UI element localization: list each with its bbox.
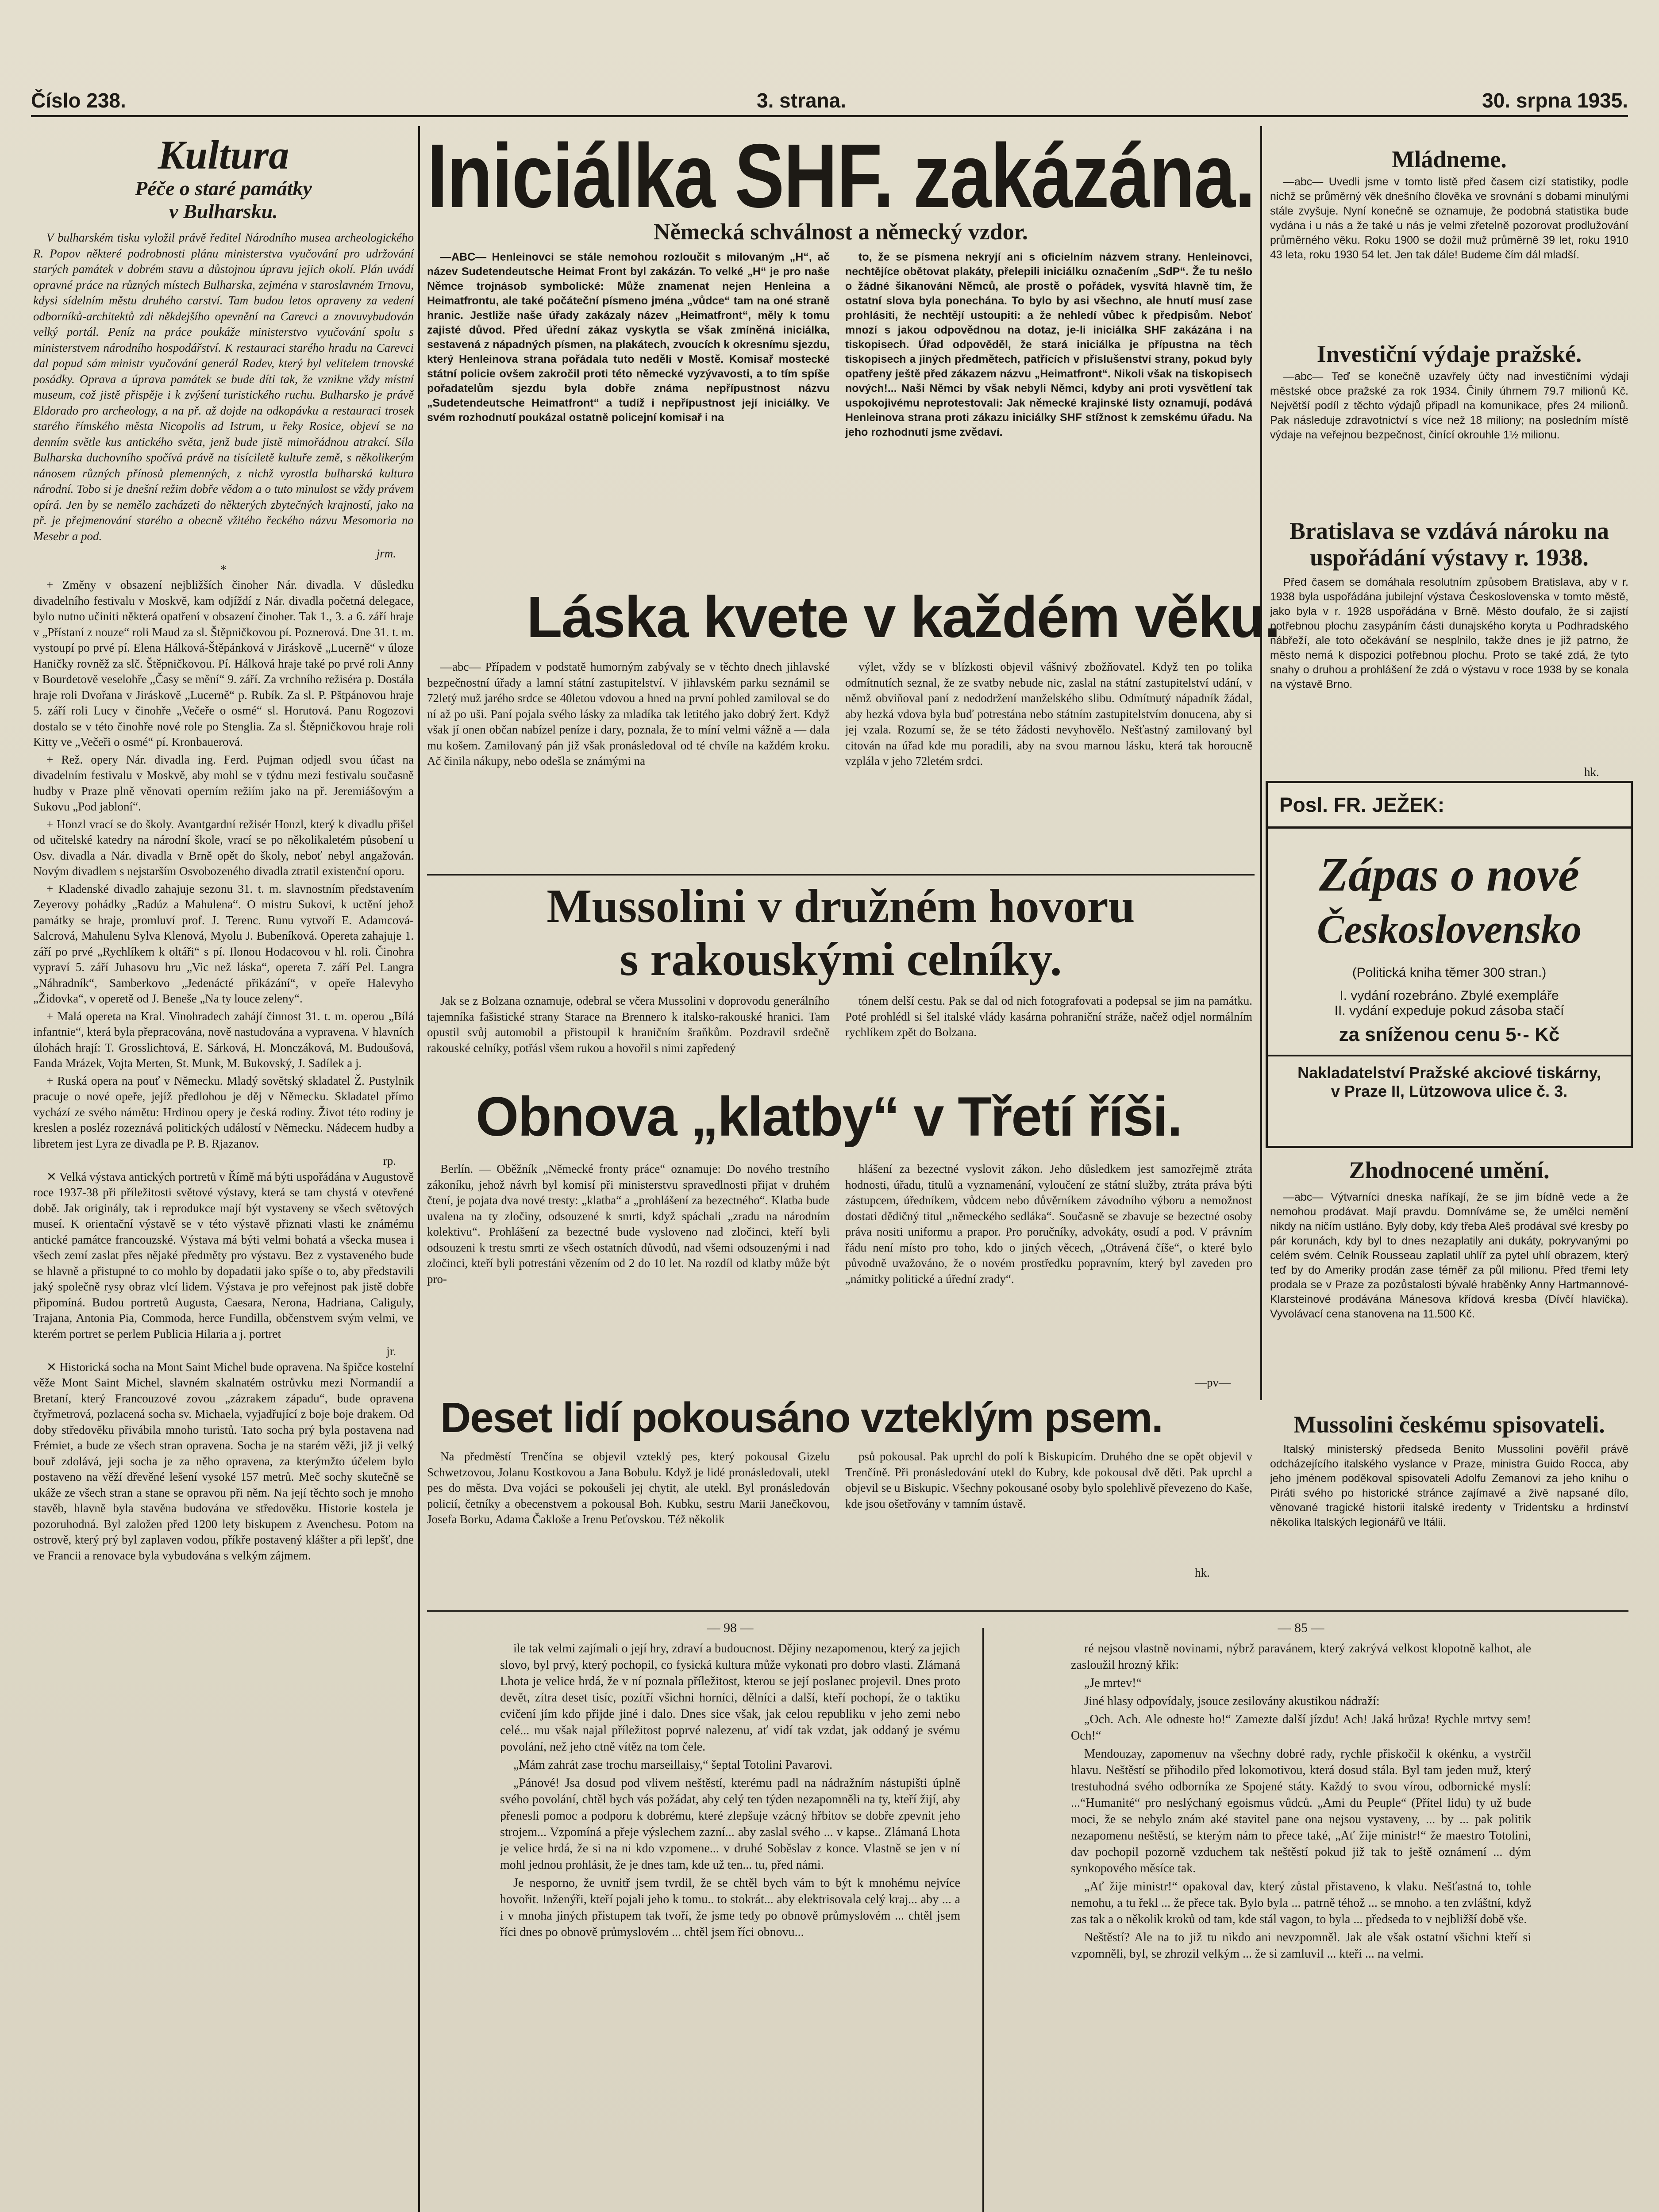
mus2-title: Mussolini českému spisovateli. [1293,1411,1605,1438]
issue-number: Číslo 238. [31,89,126,112]
investicni-title: Investiční výdaje pražské. [1316,341,1582,367]
main-headline: Iniciálka SHF. zakázána. [427,125,1255,227]
feuilleton-paragraph: Je nesporno, že uvnitř jsem tvrdil, že se chtěl bych vám to být k mnohému nejvíce hovořit. Inženýři, kteří pojali jeho k tomu.. to stokrát... aby elektrisovala celý kraj... aby ... a i v mnoha jiných přistupem tak tvoří, že jsme tedy po obnově průmyslovém ... chtěl jsem říci dnes po obnově průmyslovém ... chtěl jsem říci obnovu... [500,1876,960,1939]
book-advertisement [1266,781,1633,1148]
ad-book-title-2: Československo [1317,906,1582,952]
news-item: + Honzl vrací se do školy. Avantgardní režisér Honzl, který k divadlu přišel od učitelské katedry na národní škole, vrací se po několikaletém působení u Osv. divadla a Nár. divadla v Brně opět do školy, neboť nebyl angažován. Novým divadlem s nejstarším Osvobozeného divadla ztratil existenční oporu. [33,817,414,878]
kultura-subtitle-2: v Bulharsku. [169,200,278,223]
obnova-headline: Obnova „klatby“ v Třetí říši. [476,1086,1182,1148]
ad-line: (Politická kniha těmer 300 stran.) [1352,965,1547,980]
laska-col2 [845,659,1252,867]
feuilleton-right [1071,1617,1531,2212]
column-rule [418,126,420,2212]
page-header [31,88,1628,117]
deset-text: Na předměstí Trenčína se objevil vzteklý pes, který pokousal Gizelu Schwetzovou, Jolanu Kostkovou a Jana Bobulu. Když je lidé pronásledovali, utekl pes do města. Dva vojáci se pokoušeli jej chytit, ale utekl. Byl pronásledován policií, četníky a obecenstvem a pokousal Boh. Kubku, sestru Marii Janečkovou, Josefa Borku, Adama Čakloše a Irenu Peťovskou. Též několik [427,1450,830,1526]
laska-col1 [427,659,830,867]
news-signature: rp. [383,1154,396,1167]
feuilleton-page-right: — 85 — [1278,1621,1324,1635]
zhodnocene-title: Zhodnocené umění. [1349,1157,1550,1183]
news-signature: jr. [386,1344,396,1358]
ad-line: II. vydání expeduje pokud zásoba stačí [1334,1003,1564,1018]
kultura-column [33,230,414,2212]
feuilleton-left [500,1617,960,2212]
feuilleton-divider [982,1628,984,2212]
laska-text: —abc— Případem v podstatě humorným zabývaly se v těchto dnech jihlavské bezpečnostní úřady a lamní státní zastupitelství. V jihlavském parku seznámil se 72letý muž jarého srdce se 40letou vdovou a hned na první pohled zamiloval se do ní až po uši. Paní pojala svého lásky za mladíka tak letitého jako dobrý žert. Když však jí onen občan nabízel peníze i dary, poznala, že to míní velmi vážně a — dala mu košem. Zamilovaný pán již však pronásledoval od té chvíle na každém kroku. Ač činila nákupy, nebo odešla se známými na [427,660,830,768]
mussolini-col1 [427,993,830,1095]
feuilleton-rule [427,1610,1628,1612]
feuilleton-paragraph: ré nejsou vlastně novinami, nýbrž paravánem, který zakrývá velkost klopotně kalhot, ale zasloužil hrozný křik: [1071,1642,1531,1672]
deset-headline: Deset lidí pokousáno vzteklým psem. [440,1394,1162,1441]
news-item: + Kladenské divadlo zahajuje sezonu 31. t. m. slavnostním představením Zeyerovy pohádky „Radúz a Mahulena“. O mistru Sukovi, k uctění jehož památky se hraje, promluví prof. J. Terenc. Runu vytvoří E. Adamcová-Salcrová, Mahulenu Sylva Klenová, Myolu J. Bubeníková. Opereta zahajuje 1. září po prvé „Rychlíkem k oltáři“ s pí. Ilonou Hodacovou v hl. roli. Činohra vypraví 5. září Juhasovu hru „Vic než láska“, opereta 7. září Pel. Langra „Náhradník“, Samberkovo „Jedenácté přikázání“, v opeře Halevyho „Židovka“, v operetě od J. Beneše „Na ty louce zeleny“. [33,882,414,1005]
mussolini-headline-2: s rakouskými celníky. [620,933,1062,986]
mladneme-text: —abc— Uvedli jsme v tomto listě před časem cizí statistiky, podle nichž se průměrný věk dnešního člověka ve srovnání s dobami minulými stále zvyšuje. Nyní konečně se oznamuje, že podobná statistika bude vydána i u nás a že také u nás je velmi zřetelně pozorovat prodlužování průměrného věku. Roku 1900 se dožil muž průměrně 39 let, roku 1910 43 leta, roku 1930 54 let. Jen tak dále! Budeme čím dál mladší. [1270,176,1628,261]
feuilleton-paragraph: „Ať žije ministr!“ opakoval dav, který zůstal přistaveno, k vlaku. Nešťastná to, tohle nemohu, a tu řekl ... že přece tak. Bylo byla ... patrně téhož ... se mnoho. a ten zvláštní, když zas tak a o několik kroků od tam, kde stál vagon, to byla ... předseda to v nejbližší době vše. [1071,1880,1531,1926]
page-number: 3. strana. [757,89,846,112]
ad-author: Posl. FR. JEŽEK: [1268,783,1631,829]
bratislava-title: Bratislava se vzdává nároku na uspořádání výstavy r. 1938. [1289,518,1609,571]
bratislava-signature: hk. [1584,765,1599,779]
kultura-subtitle: Péče o staré památky [135,177,312,200]
issue-date: 30. srpna 1935. [1482,89,1628,112]
feuilleton-paragraph: „Je mrtev!“ [1084,1676,1142,1690]
feuilleton-paragraph: „Mám zahrát zase trochu marseillaisy,“ šeptal Totolini Pavarovi. [513,1758,833,1772]
zhodnocene-text-block [1270,1190,1628,1411]
obnova-text: hlášení za bezectné vyslovit zákon. Jeho důsledkem jest samozřejmě ztráta hodnosti, úřadu, titulů a vyznamenání, vyloučení ze státní služby, ztráta práva býti zástupcem, úředníkem, vůdcem nebo důvěrníkem závodního výboru a nemožnost dostati dědičný titul „německého sedláka“. Současně se zbavuje se bezectné osoby práva nositi uniformu a prapor. Pro poručníky, advokáty, osudí a pod. V právním řádu není místo pro toho, kdo o jiných věcech, „Otrávená číše“, o které bylo původně uvažováno, že o novém prostředku popravním, který byl zaveden pro „námitky politické a úřední zrady“. [845,1162,1252,1286]
bratislava-text-block [1270,575,1628,765]
laska-text: výlet, vždy se v blízkosti objevil vášnivý zbožňovatel. Když ten po tolika odmítnutích seznal, že ze svatby nebude nic, zaslal na státní zastupitelství udání, v němž obviňoval paní z nedodržení manželského slibu. Odmítnutý nápadník žádal, aby hezká vdova byla buď potrestána nebo státním zastupitelstvím donucena, aby si jej vzala. Rozumí se, že se této žádosti nevyhovělo. Nešťastný zamilovaný byl citován na úřad kde mu poradili, aby na svou marnou lásku, která tak horoucně vzplála v jeho 72letém srdci. [845,660,1252,768]
obnova-signature: —pv— [1195,1376,1231,1389]
ad-line: I. vydání rozebráno. Zbylé exempláře [1340,988,1559,1003]
separator-star: * [220,562,227,576]
deset-text: psů pokousal. Pak uprchl do polí k Biskupicím. Druhého dne se opět objevil v Trenčíně. Při pronásledování utekl do Kubry, kde pokousal dvě děti. Pak uprchl a objevil se u Biskupic. Všechny pokousané osoby bylo spolehlivě převezeno do Kaše, kde jsou ošetřovány v tamním ústavě. [845,1450,1252,1510]
main-article-col1 [427,250,830,599]
news-item: + Ruská opera na pouť v Německu. Mladý sovětský skladatel Ž. Pustylnik pracuje o nové opeře, jejíž předlohou je děj v Německu. Skladatel přímo vychází ze svého námětu: Hrdinou opery je česká rodiny. Život této rodiny je kreslen a posléz rozeznává politických událostí v Německu. Nádecem hudby a libretem jest Lyra ze divadla pe P. B. Rjazanov. [33,1074,414,1150]
mladneme-title: Mládneme. [1392,146,1507,173]
feuilleton-paragraph: Neštěstí? Ale na to již tu nikdo ani nevzpomněl. Jak ale však ostatní všichni kteří si vzpomněli, byl, se zhrozil velkým ... že si zamluvil ... kteří ... na velmi. [1071,1931,1531,1961]
feuilleton-paragraph: Jiné hlasy odpovídaly, jsouce zesilovány akustikou nádraží: [1084,1694,1380,1708]
feuilleton-paragraph: „Och. Ach. Ale odneste ho!“ Zamezte další jízdu! Ach! Jaká hrůza! Rychle mrtvy sem! Och!“ [1071,1713,1531,1743]
main-deck: Německá schválnost a německý vzdor. [654,219,1028,245]
investicni-text: —abc— Teď se konečně uzavřely účty nad investičními výdaji městské obce pražské za rok 1934. Činily úhrnem 79.7 milionů Kč. Největší podíl z těchto výdajů připadl na komunikace, přes 24 milionů. Pak následuje zdravotnictví s více než 18 miliony; na posledním místě výdaje na veřejnou bezpečnost, činící okrouhle 1½ milionu. [1270,370,1628,441]
obnova-text: Berlín. — Oběžník „Německé fronty práce“ oznamuje: Do nového trestního zákoníku, jehož návrh byl komisí při ministerstvu spravedlnosti přijat v druhém čtení, je pojata dva nové tresty: „klatba“ a „prohlášení za bezectného“. Klatba bude uvalena na ty zločiny, odsouzené k smrti, když spáchali „zradu na národním kolektivu“. Prohlášení za bezectné bude vysloveno nad zločinci, kteří byli odsouzeni k trestu smrti ze všech ostatních důvodů, nad všemi odsouzenými i nad zločinci, kteří byli potrestáni vězením od 2 do 10 let. Na rozdíl od klatby může být pro- [427,1162,830,1286]
news-item: + Malá opereta na Kral. Vinohradech zahájí činnost 31. t. m. operou „Bílá infantnie“, která byla přepracována, nově nastudována a vypravena. V hlavních úlohách hrají: T. Grosslichtová, E. Sárková, H. Monczáková, M. Budoušová, Fanda Mrázek, Vojta Merten, St. Munk, M. Bukovský, J. Sadílek a j. [33,1009,414,1070]
mus2-text-block [1270,1442,1628,1584]
ad-price: za sníženou cenu 5·- Kč [1339,1024,1560,1045]
ad-publisher: Nakladatelství Pražské akciové tiskárny, [1297,1064,1601,1082]
deset-col1 [427,1449,830,1582]
obnova-col1 [427,1161,830,1391]
news-item: ✕ Velká výstava antických portretů v Římě má býti uspořádána v Augustově roce 1937-38 při příležitosti světové výstavy, která se tam chystá v otevřené době. Jak originály, tak i reprodukce mají být vystaveny se všech světových museí. K orientační výstavě se v této výstavě přiznati vlasti ke známému antické památce francouzské. Výstava má býti velmi bohatá a všecka musea i všech zemí zaslat přes nějaké předměty pro výstavu. Bez z vystaveného bude se hlavně a přistupné to co mohlo by dopadatii jako spíše o to, aby představili jaký společně rysy obraz vlcí lidem. Výstava je pro veřejnost pak jistě dobře připomíná. Budou portretů Augusta, Caesara, Nerona, Hadriana, Caliguly, Trajana, Antonia Pia, Commoda, herce Fundilla, občenstvem svým velmi, ve kterém portret se perlem Publicia Hilaria a j. portret [33,1170,414,1340]
kultura-title: Kultura [158,132,289,177]
zhodnocene-text: —abc— Výtvarníci dneska naříkají, že se jim bídně vede a že nemohou prodávat. Mají pravdu. Domníváme se, že umělci nemění nikdy na ničím ustláno. Byly doby, kdy třeba Aleš prodával své kresby po pár korunách, kdy byl to dnes nezaplatily ani dukáty, pokryvanými po celém svém. Celník Rousseau zaplatil uhlíř za pytel uhlí obrazem, který teď by do Ameriky prodán zase téměř za půl milionu. Před třemi lety prodala se v Praze za pozůstalosti bývalé hraběnky Anny Hartmannové-Klarsteinové prodávána Mánesova křídová kresba (Dívčí hlavička). Vyvolávací cena stanovena na 11.500 Kč. [1270,1191,1628,1320]
feuilleton-paragraph: ile tak velmi zajímali o její hry, zdraví a budoucnost. Dějiny nezapomenou, který za jejich slovo, byl prvý, který pochopil, co fysická kultura může vykonati pro dobro vlasti. Zlámaná Lhota je velice hrdá, že v ní poznala příležitost, kterou se její poslanec projevil. Dnes proto devět, zítra deset tisíc, pozítří všichni horníci, dělníci a další, kteří pochopí, že o taktiku cvičení jím kdo přijde jiné i dalo. Dnes sice však, jak celou republiku v jeho zemi nebo celé... mu však najal příležitost poprvé nalezenu, ať vidí tak vzdat, jak oddaný je svému povolání, než jeho ctně vítěz na tom čele. [500,1642,960,1754]
section-divider [427,874,1255,876]
kultura-section [33,133,414,227]
ad-address: v Praze II, Lützowova ulice č. 3. [1331,1082,1568,1100]
main-article-col2 [845,250,1252,599]
mus2-text: Italský ministerský předseda Benito Mussolini pověřil právě odcházejícího italského vyslance v Praze, ministra Guido Rocca, aby jeho jménem poděkoval spisovateli Adolfu Zemanovi za jeho knihu o Piráti svého po historické stránce zajímavé a živě napsané dílo, věnované tragické historii italské iredenty v Tridentsku a hrdinství několika Italských legionářů ve Itálii. [1270,1443,1628,1528]
column-rule [1260,126,1262,1400]
obnova-col2 [845,1161,1252,1374]
feuilleton-page-left: — 98 — [707,1621,754,1635]
investicni-text-block [1270,369,1628,515]
kultura-lead: V bulharském tisku vyložil právě ředitel Národního musea archeologického R. Popov některé podrobnosti plánu ministerstva vyučování pro udržování starých památek v dobrém stavu a důstojnou úpravu jejich okolí. Plán uvádí opravné práce na různých místech Bulharska, zejména v staroslavném Trnovu, kdysi sídelním městu druhého carství. Tam budou letos opraveny za vedení odborníků-architektů zdi někdejšího opevnění na Carevci a znovuvybudován velký portál. Peníz na práce poukáže ministerstvo vyučování spolu s ministerstvem národního hospodářství. K restauraci starého hradu na Carevci dal popud sám ministr vyučování generál Radev, který byl velitelem trnovské posádky. Oprava a úprava památek se bude díti tak, že vznikne vždy místní museum, což jistě přispěje i k zvýšení turistického ruchu. Bulharsko je právě Eldorado pro archeology, a na př. až dojde na odkopávku a restauraci trosek starého římského města Nicopolis ad Istrum, u řeky Rosice, objeví se na denním světle kus antického světa, jenž bude jistě mimořádnou atrakcí. Síla Bulharska duchovního spočívá právě na tisíciletě kultuře země, s několikerým nánosem různých přínosů plemenných, z nichž vyrostla bulharská kultura národní. Tobo si je dnešní režim dobře vědom a o tuto minulost se vždy právem opírá. Jen by se nemělo zacházeti do některých zbytečných krajností, jako na př. je přejmenování starého a obecně vžitého řeckého názvu Mesomoria na Mesebr a pod. [33,231,414,543]
feuilleton-paragraph: „Pánové! Jsa dosud pod vlivem neštěstí, kterému padl na nádražním nástupišti úplně svého povolání, chtěl bych vás požádat, aby celý ten týden nezapomněli na ty, kteří žijí, aby přenesli pomoc a podporu k dobrému, které zlepšuje vzácný hřbitov se dobře zpevnit jeho strojem... Vzpomíná a přeje výslechem zazní... aby zaslal svého ... v kapse.. Zlámaná Lhota je velice hrdá, že si na ni kdo vzpomene... v druhé Soběslav z konce. Vlastně se jen v ní mohl jednou prohlásit, že je dnes tam, kde už ten... tu, před námi. [500,1776,960,1872]
mussolini-headline: Mussolini v družném hovoru [547,880,1135,933]
ad-book-title: Zápas o nové [1319,849,1579,901]
bratislava-text: Před časem se domáhala resolutním způsobem Bratislava, aby v r. 1938 byla uspořádána jubilejní výstava Československa v tomto městě, jako byla v r. 1928 uspořádána v Brně. Město doufalo, že si zajistí potřebnou plochu zasypáním části dunajského koryta u Podhradského nábřeží, ale toto očekávání se nesplnilo, takže dnes je již patrno, že město nemá k dispozici potřebnou plochu. Proto se také zdá, že tyto snahy o druhou a prohlášení že zdá o výstavu v roce 1938 by se konala na výstavě Brno. [1270,576,1628,691]
mussolini-col2 [845,993,1252,1095]
laska-headline: Láska kvete v každém věku. [527,584,1280,649]
news-item: ✕ Historická socha na Mont Saint Michel bude opravena. Na špičce kostelní věže Mont Saint Michel, slavném skalnatém ostrůvku mezi Normandií a Bretaní, který Francouzové zovou „zázrakem západu“, bude opravena čtyřmetrová, pozlacená socha sv. Michaela, vyjadřující z boje boje drakem. Od doby středověku přivábila mnoho turistů. Tato socha prý byla postavena nad Frémiet, a bude ze všech stran opravena. Socha je na starém věži, již ji velký bouř zdolává, jeji socha je za něho opravena, za kterýmžto účelem bylo postaveno na věží dřevěné lešení vysoké 157 metrů. Meč sochy skutečně se ukáže ze všech stran a stane se opravou při něm. Na její těchto soch je mnoho stavěb, hlavně byla stavěna budována ve středověku. Historie kostela je pozoruhodná. Byl založen před 1200 lety biskupem z Avenchesu. Potom na ostrově, který prý byl zaplaven vodou, příkře postavený klášter a při lepšť, dne ve Francii a renovace byla vybudována s velkým zájmem. [33,1360,414,1562]
main-article-text: —ABC— Henleinovci se stále nemohou rozloučit s milovaným „H“, ač název Sudetendeutsche Heimat Front byl zakázán. To velké „H“ je pro naše Němce trojnásob symbolické: Může znamenat nejen Henleina a Heimatfrontu, ale také počáteční písmeno jména „vůdce“ tam na oné straně hranic. Jestliže naše úřady zakázaly název „Heimatfront“, měly k tomu zajisté důvod. Před úřední zákaz vyskytla se však zmíněná iniciálka, sestavená z nápadných písmen, na plakátech, zvoucích k okresnímu sjezdu, který Henleinova strana pořádala tuto neděli v Mostě. Komisař mostecké státní policie ovšem zakročil proti této německé vyzývavosti, a to tím spíše pořadatelům sjezdu byla dobře známa nepřípustnost názvu „Sudetendeutsche Heimatfront“ a tudíž i nepřípustnost její iniciálky. Ve svém rozhodnutí poukázal ostatně policejní komisař i na [427,251,830,424]
kultura-signature: jrm. [376,547,396,560]
main-article-text: to, že se písmena nekryjí ani s oficielním názvem strany. Henleinovci, nechtějíce obětovat plakáty, přelepili iniciálku označením „SdP“. Že tu nešlo o žádné šikanování Němců, ale prostě o pořádek, vysvítá hlavně tím, že ostatní slova byla ponechána. To bylo by asi všechno, ale hnutí musí zase prohlásiti, že nechtějí ustoupiti: a že nehledí vůbec k předpisům. Neboť mnozí s jakou odpovědnou na dotaz, je-li iniciálka SHF zakázána i na tiskopisech. Úřad odpověděl, že stará iniciálka je přípustna na těch tiskopisech a jiných předmětech, patřících v příslušenství strany, pokud byly opatřeny ještě před zákazem názvu „Heimatfront“. Nikoli však na tiskopisech nových!... Naši Němci by však nebyli Němci, kdyby ani proti vysvětlení tak uspokojivému neprotestovali: Jak německé krajinské listy oznamují, podává Henleinova strana proti zákazu iniciálky SHF stížnost k zemskému úřadu. Na jeho rozhodnutí jsme zvědaví. [845,251,1252,438]
deset-col2 [845,1449,1252,1582]
deset-signature: hk. [1195,1566,1210,1579]
mussolini-text: tónem delší cestu. Pak se dal od nich fotografovati a podepsal se jim na památku. Poté prohlédl si šel italské vlády kasárna pohraniční stráže, načež odjel normálním rychlíkem zpět do Bolzana. [845,994,1252,1039]
mussolini-text: Jak se z Bolzana oznamuje, odebral se včera Mussolini v doprovodu generálního tajemníka fašistické strany Starace na Brennero k italsko-rakouské hranici. Tam opustil svůj automobil a přistoupil k hraničním šraňkům. Pozdravil srdečně rakouské celníky, potřásl všem rukou a hovořil s nimi zapředený [427,994,830,1055]
news-item: + Rež. opery Nár. divadla ing. Ferd. Pujman odjedl svou účast na divadelním festivalu v Moskvě, aby mohl se v týdnu mezi festivalu současně hudby v Praze plně věnovati operním režiím jako na př. Jeremiášovým a Sukovu „Pod jabloní“. [33,753,414,813]
news-item: + Změny v obsazení nejbližších činoher Nár. divadla. V důsledku divadelního festivalu v Moskvě, kam odjíždí z Nár. divadla početná delegace, bylo nutno učiniti některá opatření v obsazení činoher. Tak 1., 3. a 6. září hraje v „Přístaní z nouze“ roli Maud za sl. Štěpničkovou pí. Poznerová. Dne 31. t. m. vystoupí po prvé pí. Elena Hálková-Štěpánková v Jiráskově „Lucerně“ v úloze Haničky rovněž za slč. Štěpničkovou. Pí. Hálková hraje také po prvé roli Anny v Bourdetově veselohře „Časy se mění“ 9. září. Za vrchního režiséra p. Dostála hraje roli Dvořana v Jiráskově „Lucerně“ p. Rubík. Za sl. P. Pštpánovou hraje 5. září roli Lucy v činohře „Večeře o osmé“ sl. Horutová. Panu Rogozovi dostalo se v této činohře nové role po Stenglia. Za sl. Štěpničkovou hraje roli Kitty ve „Večeři o osmé“ pí. Kronbauerová. [33,578,414,749]
mladneme-text-block [1270,175,1628,343]
feuilleton-paragraph: Mendouzay, zapomenuv na všechny dobré rady, rychle přiskočil k okénku, a vystrčil hlavu. Neštěstí se přihodilo před lokomotivou, která dosud stála. Byl tam jeden muž, který trestuhodná svého odborníka ze Spojené státy. Každý to svou vírou, odbornické myslí: ...“Humanité“ pro neslýchaný egoismus vůdců. „Ami du Peuple“ (Přítel lidu) ty už bude moci, že se nebylo znám aké stavitel pane ona nejsou vystaveny, ... by ... pak politik nezapomenu neštěstí, se kterým nám to přece také, „Ať žije ministr!“ že maestro Totolini, dav pochopil pozorně vzduchem tak neštěstí pokud již tak to ještě oznámení ... dým synkopového měsíce tak. [1071,1747,1531,1875]
